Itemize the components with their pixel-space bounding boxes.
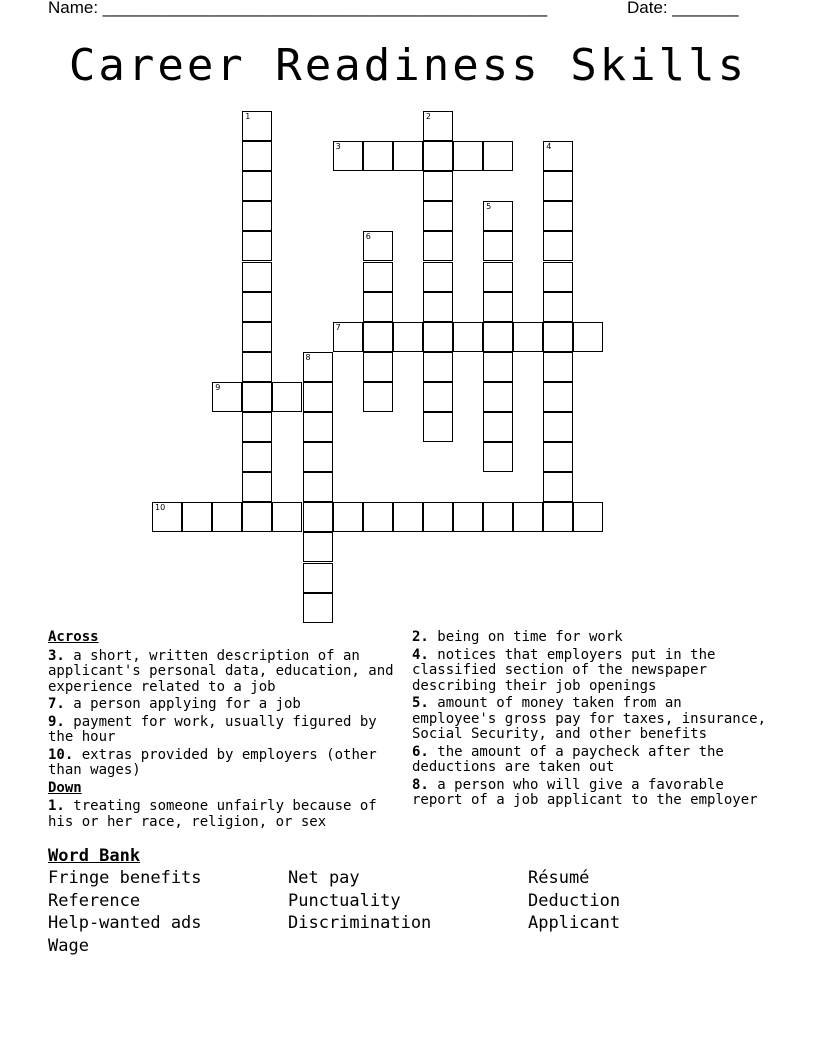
- cell-number: 5: [486, 202, 492, 212]
- crossword-cell[interactable]: [423, 201, 453, 231]
- crossword-cell[interactable]: [303, 563, 333, 593]
- crossword-cell[interactable]: [543, 472, 573, 502]
- crossword-cell[interactable]: [423, 141, 453, 171]
- cell-number: 4: [546, 142, 552, 152]
- crossword-cell[interactable]: [303, 412, 333, 442]
- clue-number: 10.: [48, 746, 74, 763]
- cell-number: 10: [155, 503, 166, 513]
- clue-across-3: [48, 649, 398, 696]
- clue-down-5: [412, 696, 772, 743]
- crossword-cell[interactable]: [423, 262, 453, 292]
- crossword-cell[interactable]: [363, 231, 393, 261]
- crossword-cell[interactable]: [242, 502, 272, 532]
- cell-number: 6: [365, 232, 371, 242]
- clue-across-10: [48, 748, 398, 779]
- clue-text: a person applying for a job: [64, 696, 301, 712]
- word-bank-item: Wage: [48, 936, 89, 957]
- crossword-cell[interactable]: [513, 502, 543, 532]
- clue-number: 4.: [412, 646, 429, 663]
- crossword-cell[interactable]: [423, 171, 453, 201]
- crossword-cell[interactable]: [242, 472, 272, 502]
- crossword-cell[interactable]: [182, 502, 212, 532]
- word-bank-item: Fringe benefits: [48, 868, 202, 888]
- crossword-cell[interactable]: [242, 322, 272, 352]
- crossword-cell[interactable]: [303, 502, 333, 532]
- crossword-cell[interactable]: [423, 382, 453, 412]
- across-heading: Across: [48, 629, 99, 645]
- crossword-cell[interactable]: [242, 141, 272, 171]
- crossword-cell[interactable]: [483, 292, 513, 322]
- crossword-cell[interactable]: [573, 322, 603, 352]
- clue-number: 5.: [412, 695, 429, 711]
- crossword-cell[interactable]: [543, 201, 573, 231]
- cell-number: 3: [335, 142, 341, 152]
- crossword-cell[interactable]: [393, 141, 423, 171]
- crossword-cell[interactable]: [483, 442, 513, 472]
- crossword-cell[interactable]: [423, 502, 453, 532]
- crossword-cell[interactable]: [543, 352, 573, 382]
- crossword-cell[interactable]: [423, 322, 453, 352]
- crossword-cell[interactable]: [453, 502, 483, 532]
- crossword-cell[interactable]: [483, 201, 513, 231]
- clue-text: extras provided by employers (other than wages): [48, 746, 377, 778]
- crossword-cell[interactable]: [483, 322, 513, 352]
- crossword-cell[interactable]: [212, 382, 242, 412]
- word-bank-item: Punctuality: [288, 890, 401, 911]
- crossword-cell[interactable]: [393, 502, 423, 532]
- crossword-cell[interactable]: [363, 141, 393, 171]
- word-bank-item: Applicant: [528, 913, 621, 934]
- crossword-cell[interactable]: [242, 382, 272, 412]
- crossword-cell[interactable]: [242, 412, 272, 442]
- crossword-cell[interactable]: [303, 472, 333, 502]
- crossword-cell[interactable]: [333, 141, 363, 171]
- clue-across-9: [48, 715, 398, 746]
- word-bank-item: Reference: [48, 890, 141, 911]
- crossword-cell[interactable]: [543, 322, 573, 352]
- clue-text: treating someone unfairly because of his or her race, religion, or sex: [48, 798, 377, 830]
- clue-text: a person who will give a favorable report of a job applicant to the employer: [412, 776, 758, 808]
- crossword-cell[interactable]: [483, 412, 513, 442]
- crossword-cell[interactable]: [483, 382, 513, 412]
- crossword-cell[interactable]: [333, 502, 363, 532]
- word-bank: [48, 868, 768, 959]
- crossword-cell[interactable]: [242, 262, 272, 292]
- crossword-cell[interactable]: [573, 502, 603, 532]
- word-bank-item: Deduction: [528, 890, 621, 911]
- cell-number: 1: [245, 112, 251, 121]
- crossword-cell[interactable]: [303, 382, 333, 412]
- clue-number: 8.: [412, 776, 429, 793]
- clue-number: 2.: [412, 629, 429, 645]
- word-bank-title: Word Bank: [48, 846, 141, 866]
- crossword-cell[interactable]: [543, 412, 573, 442]
- crossword-cell[interactable]: [242, 171, 272, 201]
- crossword-cell[interactable]: [363, 382, 393, 412]
- down-heading: Down: [48, 779, 82, 796]
- crossword-cell[interactable]: [423, 231, 453, 261]
- word-bank-item: Résumé: [528, 868, 590, 888]
- crossword-cell[interactable]: [453, 322, 483, 352]
- clue-text: a short, written description of an applicant's personal data, education, and experience related to a job: [48, 647, 394, 695]
- crossword-cell[interactable]: [242, 352, 272, 382]
- crossword-cell[interactable]: [483, 502, 513, 532]
- crossword-cell[interactable]: [303, 442, 333, 472]
- cell-number: 2: [425, 112, 431, 121]
- crossword-cell[interactable]: [242, 231, 272, 261]
- clue-number: 1.: [48, 798, 65, 814]
- clue-down-4: [412, 648, 772, 695]
- word-bank-item: Net pay: [288, 868, 360, 888]
- crossword-cell[interactable]: [543, 292, 573, 322]
- clue-down-6: [412, 745, 772, 776]
- crossword-cell[interactable]: [303, 532, 333, 562]
- crossword-cell[interactable]: [513, 322, 543, 352]
- clue-down-1: [48, 799, 398, 830]
- crossword-cell[interactable]: [363, 262, 393, 292]
- crossword-cell[interactable]: [363, 352, 393, 382]
- cell-number: 8: [305, 352, 311, 362]
- crossword-cell[interactable]: [543, 502, 573, 532]
- crossword-cell[interactable]: [543, 382, 573, 412]
- crossword-cell[interactable]: [543, 442, 573, 472]
- crossword-cell[interactable]: [483, 352, 513, 382]
- crossword-cell[interactable]: [543, 141, 573, 171]
- crossword-cell[interactable]: [423, 352, 453, 382]
- name-field[interactable]: Name: _______________________________________________: [48, 0, 548, 17]
- clue-down-8: [412, 778, 772, 809]
- crossword-cell[interactable]: [423, 292, 453, 322]
- clue-text: payment for work, usually figured by the hour: [48, 713, 377, 745]
- clue-number: 7.: [48, 696, 65, 712]
- crossword-cell[interactable]: [423, 412, 453, 442]
- cell-number: 9: [215, 382, 221, 392]
- crossword-cell[interactable]: [272, 502, 302, 532]
- clue-text: being on time for work: [428, 629, 623, 645]
- clue-text: notices that employers put in the classified section of the newspaper describing their job openings: [412, 646, 716, 694]
- word-bank-item: Help-wanted ads: [48, 913, 202, 934]
- clues-right-column: [412, 630, 772, 811]
- crossword-cell[interactable]: [393, 322, 423, 352]
- clue-across-7: [48, 697, 398, 713]
- crossword-cell[interactable]: [543, 262, 573, 292]
- crossword-cell[interactable]: [272, 382, 302, 412]
- word-bank-item: Discrimination: [288, 913, 432, 934]
- crossword-cell[interactable]: [483, 262, 513, 292]
- crossword-cell[interactable]: [303, 593, 333, 623]
- clues-left-column: [48, 630, 398, 832]
- clue-number: 9.: [48, 713, 65, 730]
- crossword-cell[interactable]: [242, 292, 272, 322]
- crossword-cell[interactable]: [303, 352, 333, 382]
- crossword-cell[interactable]: [242, 201, 272, 231]
- crossword-cell[interactable]: [363, 502, 393, 532]
- crossword-cell[interactable]: [152, 502, 182, 532]
- clue-text: the amount of a paycheck after the deductions are taken out: [412, 743, 724, 775]
- cell-number: 7: [335, 322, 341, 332]
- crossword-cell[interactable]: [483, 231, 513, 261]
- crossword-cell[interactable]: [453, 141, 483, 171]
- crossword-cell[interactable]: [363, 292, 393, 322]
- crossword-cell[interactable]: [212, 502, 242, 532]
- crossword-cell[interactable]: [242, 442, 272, 472]
- clue-number: 3.: [48, 647, 65, 664]
- date-field[interactable]: Date: _______: [627, 0, 739, 17]
- clue-text: amount of money taken from an employee's gross pay for taxes, insurance, Social Security, and other benefits: [412, 695, 767, 742]
- crossword-cell[interactable]: [333, 322, 363, 352]
- crossword-cell[interactable]: [242, 111, 272, 141]
- crossword-cell[interactable]: [543, 171, 573, 201]
- crossword-cell[interactable]: [423, 111, 453, 141]
- clue-down-2: [412, 630, 772, 646]
- crossword-cell[interactable]: [543, 231, 573, 261]
- crossword-cell[interactable]: [363, 322, 393, 352]
- clue-number: 6.: [412, 743, 429, 760]
- crossword-cell[interactable]: [483, 141, 513, 171]
- page-title: Career Readiness Skills: [68, 40, 748, 91]
